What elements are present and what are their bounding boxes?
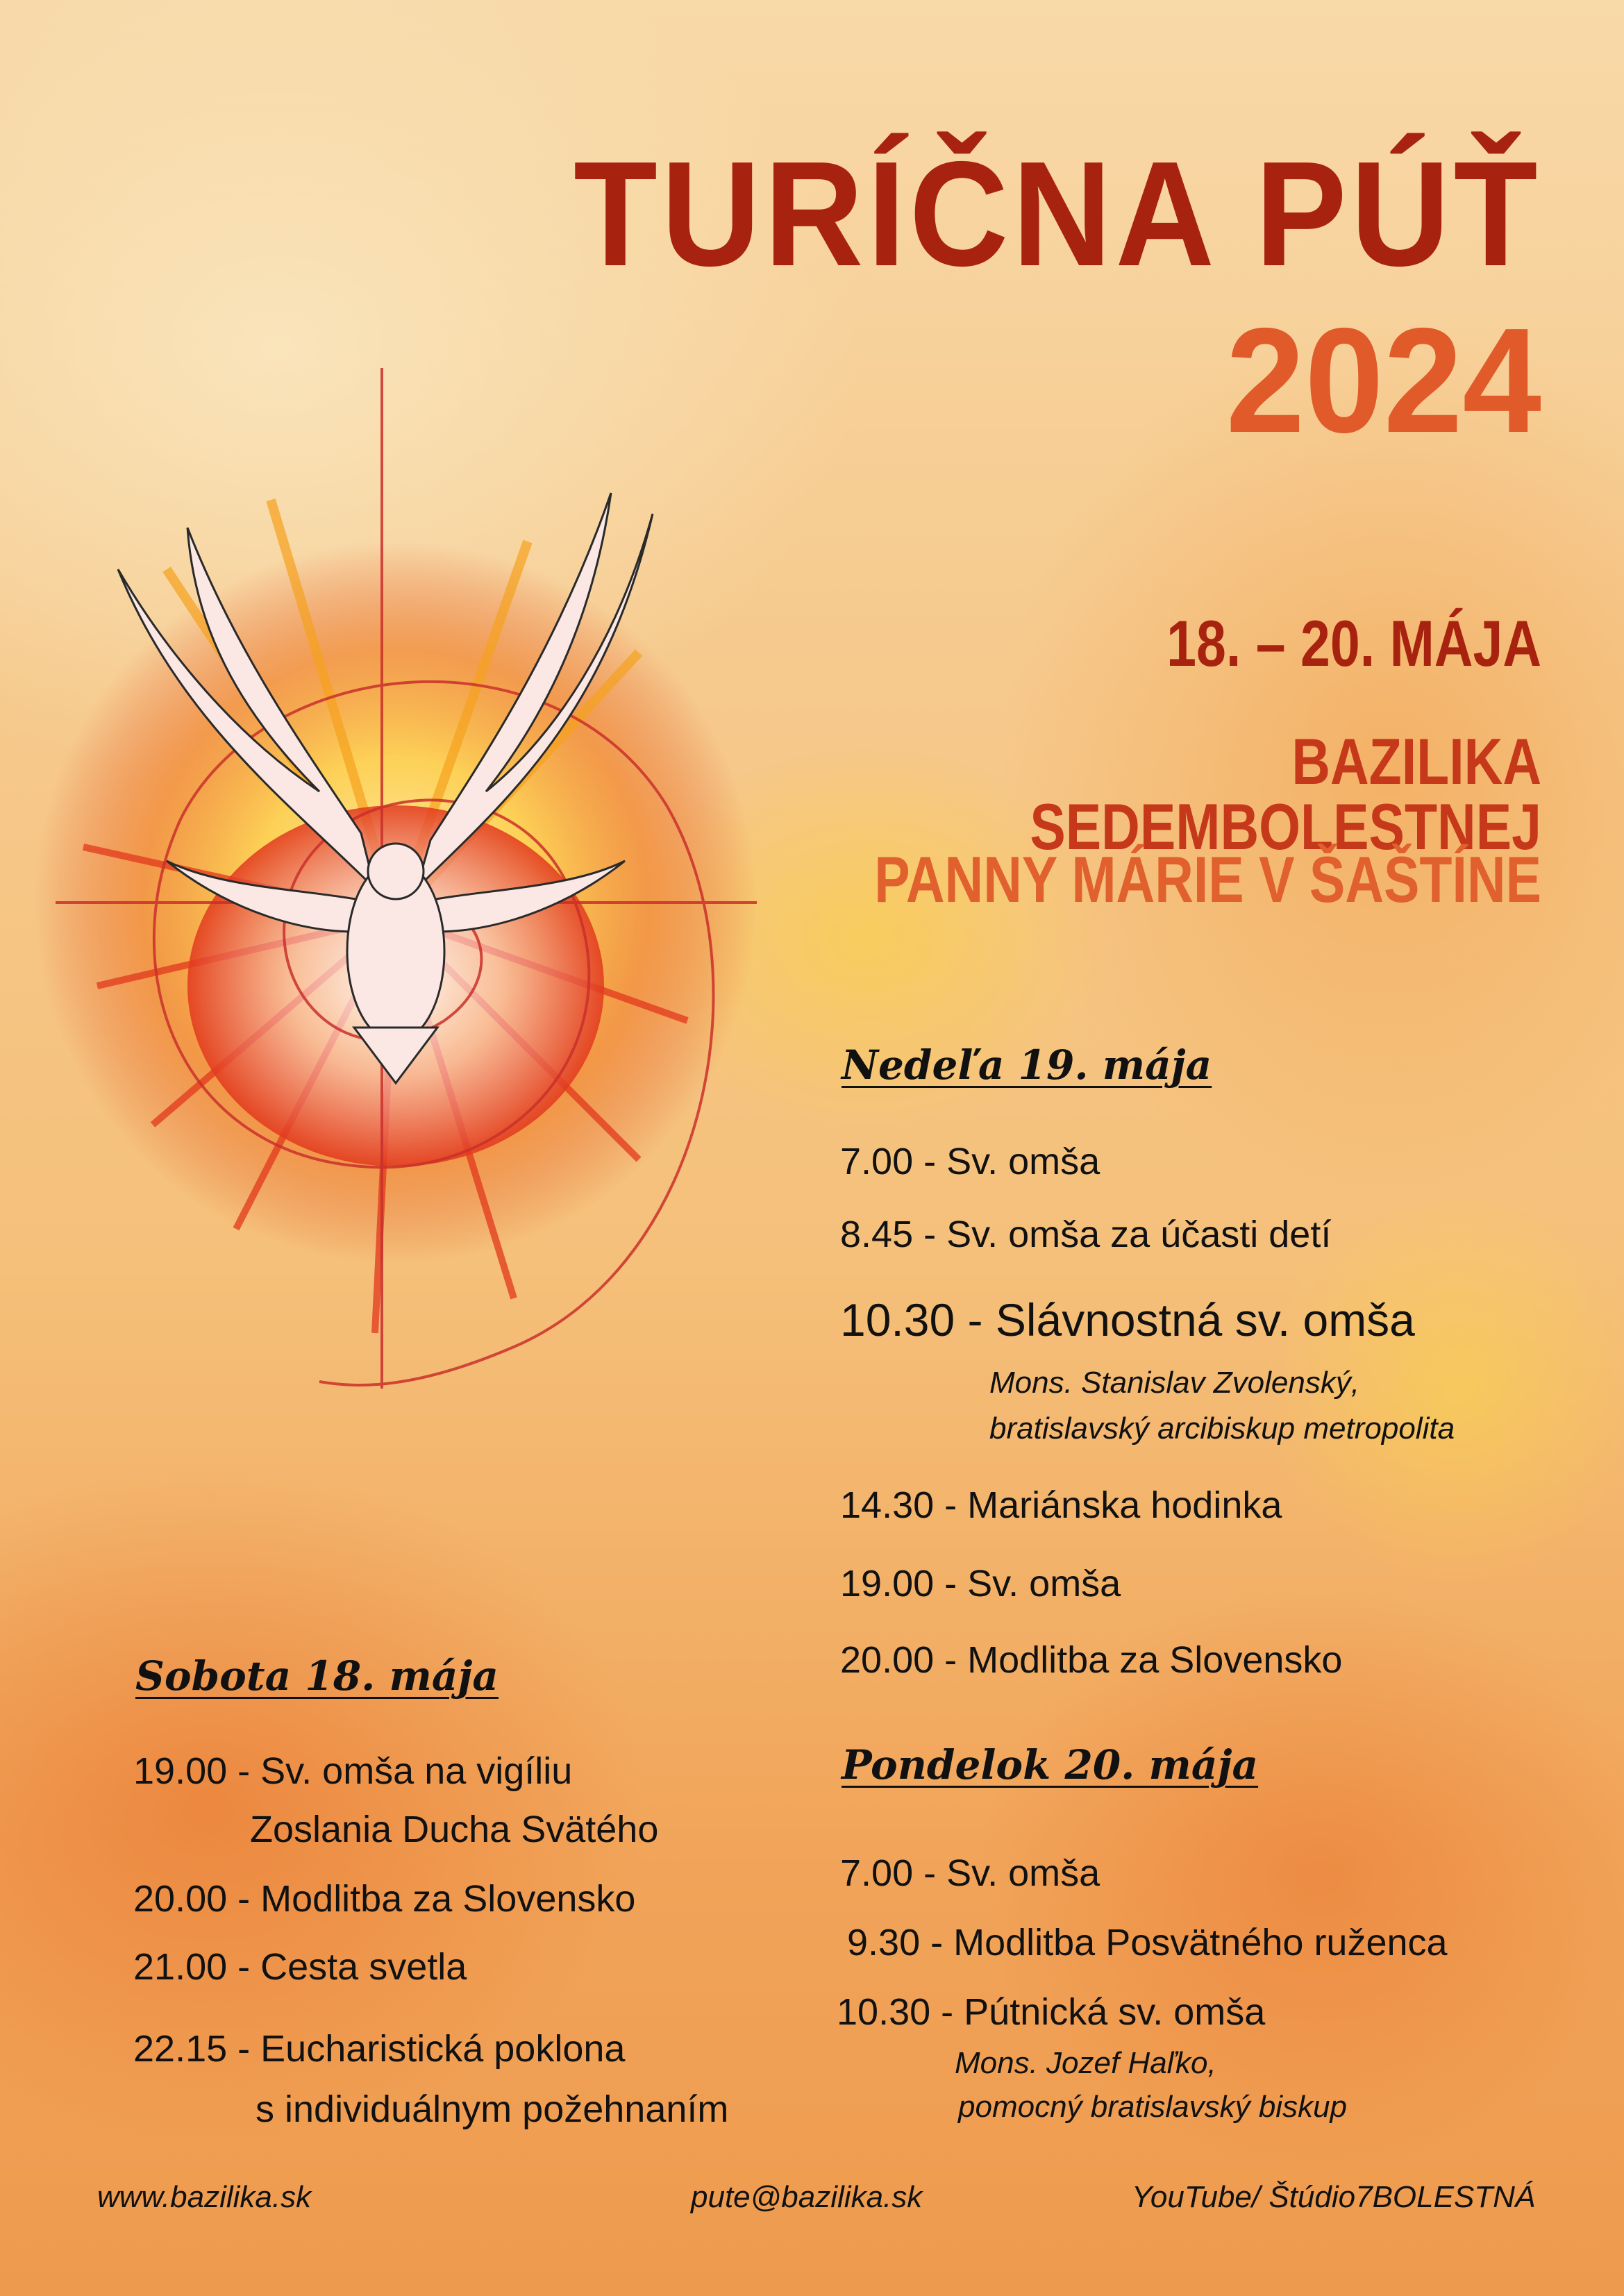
list-item: 20.00 - Modlitba za Slovensko (133, 1878, 636, 1920)
item-text: Pútnická sv. omša (964, 1991, 1266, 2033)
item-text: Modlitba Posvätného ruženca (953, 1922, 1448, 1963)
item-time: 21.00 (133, 1946, 228, 1988)
item-time: 7.00 (840, 1141, 914, 1182)
list-item: 10.30 - Slávnostná sv. omša (840, 1294, 1415, 1346)
youtube-link[interactable]: YouTube/ Štúdio7BOLESTNÁ (1132, 2180, 1536, 2214)
list-item: 22.15 - Eucharistická poklona (133, 2028, 626, 2070)
list-item: 20.00 - Modlitba za Slovensko (840, 1639, 1343, 1681)
event-dates: 18. – 20. MÁJA (1166, 607, 1541, 680)
saturday-heading: Sobota 18. mája (135, 1652, 499, 1700)
monday-heading: Pondelok 20. mája (842, 1741, 1259, 1788)
item-time: 22.15 (133, 2028, 228, 2070)
list-item: 19.00 - Sv. omša na vigíliu (133, 1750, 573, 1792)
item-text: Slávnostná sv. omša (995, 1294, 1415, 1346)
item-continuation: s individuálnym požehnaním (256, 2088, 729, 2130)
email-link[interactable]: pute@bazilika.sk (691, 2180, 923, 2214)
item-text: Modlitba za Slovensko (260, 1878, 636, 1920)
list-item: 19.00 - Sv. omša (840, 1563, 1121, 1604)
item-time: 20.00 (133, 1878, 228, 1920)
item-time: 19.00 (840, 1563, 935, 1604)
list-item: 10.30 - Pútnická sv. omša (837, 1991, 1266, 2033)
item-text: Sv. omša na vigíliu (260, 1750, 573, 1792)
holy-spirit-dove-icon (28, 361, 764, 1472)
list-item: 21.00 - Cesta svetla (133, 1946, 467, 1988)
item-time: 10.30 (840, 1294, 955, 1346)
venue-line-2: PANNY MÁRIE V ŠAŠTÍNE (874, 843, 1541, 916)
sunday-heading: Nedeľa 19. mája (842, 1041, 1212, 1089)
item-time: 14.30 (840, 1484, 935, 1526)
item-text: Sv. omša za účasti detí (946, 1214, 1332, 1255)
item-text: Modlitba za Slovensko (967, 1639, 1343, 1681)
page-title-year: 2024 (1225, 296, 1541, 464)
item-note: Mons. Stanislav Zvolenský, (989, 1366, 1360, 1400)
item-text: Sv. omša (946, 1141, 1100, 1182)
list-item: 7.00 - Sv. omša (840, 1852, 1100, 1894)
item-time: 8.45 (840, 1214, 914, 1255)
list-item: 8.45 - Sv. omša za účasti detí (840, 1214, 1332, 1255)
item-note: Mons. Jozef Haľko, (955, 2046, 1216, 2080)
item-text: Mariánska hodinka (967, 1484, 1282, 1526)
website-link[interactable]: www.bazilika.sk (97, 2180, 312, 2214)
item-text: Sv. omša (946, 1852, 1100, 1894)
list-item: 7.00 - Sv. omša (840, 1141, 1100, 1182)
item-note: bratislavský arcibiskup metropolita (989, 1411, 1455, 1446)
item-time: 19.00 (133, 1750, 228, 1792)
item-time: 9.30 (847, 1922, 921, 1963)
item-time: 7.00 (840, 1852, 914, 1894)
page-title: TURÍČNA PÚŤ (574, 130, 1542, 297)
item-time: 20.00 (840, 1639, 935, 1681)
item-time: 10.30 (837, 1991, 931, 2033)
venue-line-1: BAZILIKA SEDEMBOLESTNEJ (1030, 725, 1541, 863)
list-item: 9.30 - Modlitba Posvätného ruženca (847, 1922, 1448, 1963)
list-item: 14.30 - Mariánska hodinka (840, 1484, 1282, 1526)
item-continuation: Zoslania Ducha Svätého (250, 1809, 659, 1850)
item-note: pomocný bratislavský biskup (958, 2090, 1348, 2124)
item-text: Cesta svetla (260, 1946, 467, 1988)
item-text: Sv. omša (967, 1563, 1121, 1604)
item-text: Eucharistická poklona (260, 2028, 626, 2070)
